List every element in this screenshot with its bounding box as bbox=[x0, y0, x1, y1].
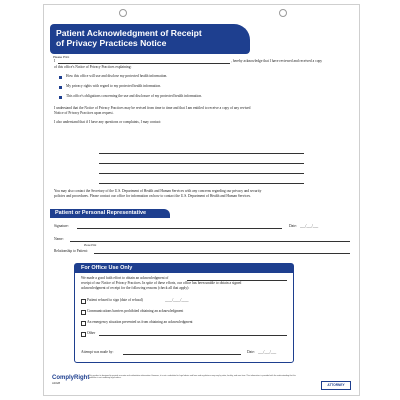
patient-name-line[interactable] bbox=[58, 63, 230, 64]
title-line-2: of Privacy Practices Notice bbox=[56, 38, 167, 48]
name-line[interactable] bbox=[70, 241, 350, 242]
bullet-icon bbox=[59, 76, 62, 79]
contact-line-3[interactable] bbox=[99, 173, 304, 174]
name-please-print: Please Print bbox=[84, 244, 97, 247]
contact-text: I also understand that if I have any questions or complaints, I may contact: bbox=[54, 120, 162, 124]
bullet-1: How this office will use and disclose my protected health information. bbox=[66, 74, 168, 78]
contact-line-4[interactable] bbox=[99, 183, 304, 184]
option-emergency: An emergency situation prevented us from obtaining an acknowledgment bbox=[87, 320, 193, 324]
relationship-line[interactable] bbox=[94, 253, 350, 254]
signature-label: Signature: bbox=[54, 224, 69, 228]
title-line-1: Patient Acknowledgment of Receipt bbox=[56, 28, 202, 38]
signature-line[interactable] bbox=[77, 228, 282, 229]
brand-name: ComplyRight bbox=[52, 375, 90, 381]
punch-hole-left bbox=[119, 9, 127, 17]
contact-line-1[interactable] bbox=[99, 153, 304, 154]
bullet-2: My privacy rights with regard to my protected health information. bbox=[66, 84, 162, 88]
form-title bbox=[50, 24, 250, 54]
office-line-2: receipt of our Notice of Privacy Practices. In spite of these efforts, our office has been unable to obtain a signed bbox=[81, 281, 242, 285]
please-print-note: Please Print bbox=[53, 55, 70, 59]
option-barriers: Communications barriers prohibited obtaining an acknowledgment bbox=[87, 309, 184, 313]
attorney-badge: ATTORNEY bbox=[321, 381, 351, 390]
option-other: Other bbox=[87, 331, 96, 335]
complyright-logo bbox=[52, 375, 89, 385]
fine-print: This product is designed to provide accurate and authoritative information. However, it is not a substitute for legal advice and laws and regulations may vary by state, locality, and over time. This information is provided with the understanding that the publisher is not rendering legal advice. bbox=[89, 375, 296, 380]
emergency-checkbox[interactable] bbox=[81, 321, 86, 326]
ack-text: , hereby acknowledge that I have reviewed and received a copy bbox=[231, 59, 323, 63]
ack-i: I bbox=[54, 59, 56, 63]
bullet-icon bbox=[59, 96, 62, 99]
contact-line-2[interactable] bbox=[99, 163, 304, 164]
bullet-3: This office's obligations concerning the use and disclosure of my protected health information. bbox=[66, 94, 203, 98]
hhs-text-1: You may also contact the Secretary of the U.S. Department of Health and Human Services with any concerns regarding our privacy and security bbox=[54, 189, 262, 193]
revision-text-2: Notice of Privacy Practices upon request. bbox=[54, 111, 114, 115]
office-use-heading: For Office Use Only bbox=[75, 264, 293, 273]
other-line[interactable] bbox=[99, 335, 287, 336]
office-date-slashes: ___/___/___ bbox=[258, 350, 277, 354]
attempt-line[interactable] bbox=[123, 354, 241, 355]
form-sheet bbox=[43, 4, 360, 396]
form-number: A1628 bbox=[52, 381, 61, 385]
ack-text-2: of this office's Notice of Privacy Practices explaining: bbox=[54, 65, 132, 69]
date-label: Date: bbox=[289, 224, 297, 228]
patient-section-heading: Patient or Personal Representative bbox=[50, 209, 170, 218]
name-label: Name: bbox=[54, 237, 64, 241]
option-refusal: Patient refused to sign (date of refusal) bbox=[87, 298, 143, 302]
bullet-icon bbox=[59, 86, 62, 89]
refusal-checkbox[interactable] bbox=[81, 299, 86, 304]
punch-hole-right bbox=[279, 9, 287, 17]
office-line-3: acknowledgment of receipt for the following reasons (check all that apply): bbox=[81, 286, 190, 290]
relationship-label: Relationship to Patient: bbox=[54, 249, 88, 253]
barrier-checkbox[interactable] bbox=[81, 310, 86, 315]
attempt-label: Attempt was made by: bbox=[81, 350, 114, 354]
other-checkbox[interactable] bbox=[81, 332, 86, 337]
office-line-1: We made a good faith effort to obtain an acknowledgment of bbox=[81, 276, 169, 280]
hhs-text-2: policies and procedures. Please contact our office for information on how to contact the U.S. Department of Health and Human Services. bbox=[54, 194, 251, 198]
office-use-box bbox=[74, 263, 294, 363]
revision-text-1: I understand that the Notice of Privacy Practices may be revised from time to time and that I am entitled to receive a copy of any revised bbox=[54, 106, 251, 110]
date-slashes: ___/___/___ bbox=[300, 224, 319, 228]
refusal-date-slashes: ____/____/____ bbox=[165, 298, 189, 302]
office-date-label: Date: bbox=[247, 350, 255, 354]
